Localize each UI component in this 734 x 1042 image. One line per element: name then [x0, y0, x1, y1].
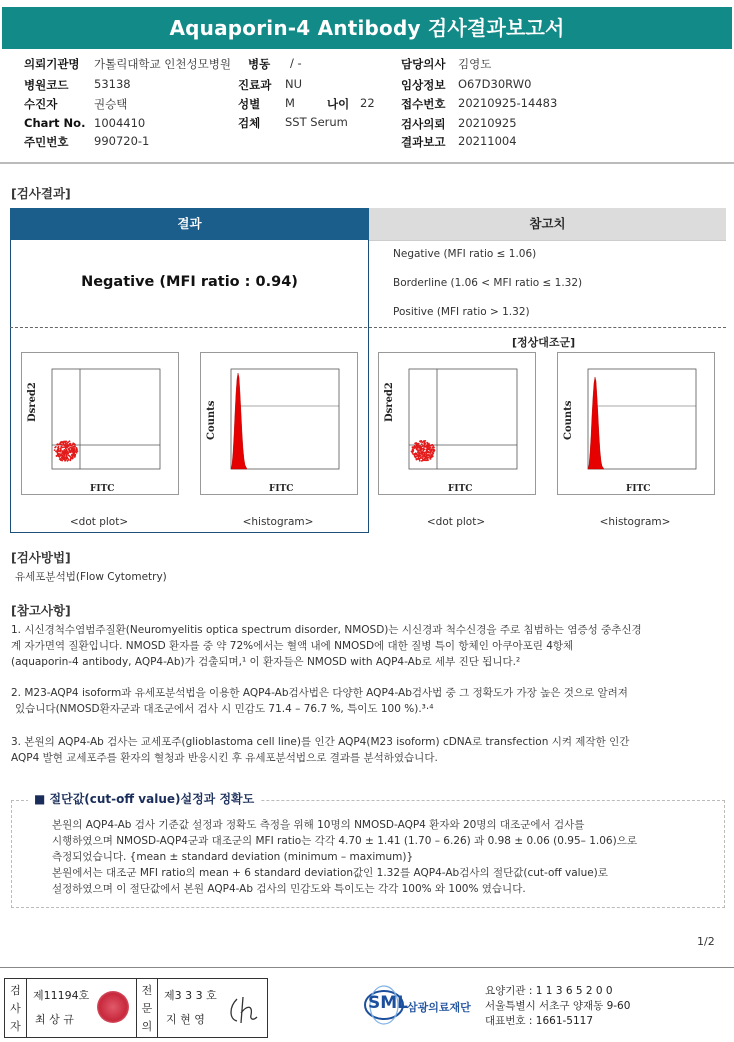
scatter-point — [63, 458, 65, 460]
divider — [0, 162, 734, 164]
scatter-point — [73, 448, 75, 450]
scatter-point — [74, 455, 76, 457]
examinee-label: 수진자 — [24, 97, 58, 111]
scatter-point — [65, 457, 67, 459]
notes-heading: [참고사항] — [11, 603, 71, 618]
scatter-point — [422, 448, 424, 450]
scatter-point — [422, 456, 424, 458]
histogram-caption: <histogram> — [599, 516, 671, 528]
dot-plot-caption: <dot plot> — [426, 516, 486, 528]
scatter-point — [421, 443, 423, 445]
ref-borderline: Borderline (1.06 < MFI ratio ≤ 1.32) — [393, 277, 583, 289]
specimen-value: SST Serum — [285, 115, 348, 129]
scatter-point — [57, 444, 59, 446]
scatter-point — [72, 444, 74, 446]
specialist-name: 지 현 영 — [166, 1013, 205, 1026]
scatter-point — [63, 456, 65, 458]
scatter-point — [417, 458, 419, 460]
scatter-point — [432, 447, 434, 449]
scatter-point — [421, 454, 423, 456]
request-value: 20210925 — [458, 116, 517, 130]
tester-name: 최 상 규 — [35, 1013, 74, 1026]
scatter-point — [76, 449, 78, 451]
scatter-point — [67, 450, 69, 452]
scatter-point — [63, 444, 65, 446]
chart-label: Chart No. — [24, 116, 86, 130]
scatter-point — [418, 457, 420, 459]
scatter-point — [59, 451, 61, 453]
age-label: 나이 — [327, 97, 350, 111]
scatter-point — [432, 456, 434, 458]
note-2 — [11, 685, 628, 717]
scatter-point — [424, 446, 426, 448]
scatter-point — [413, 449, 415, 451]
scatter-cluster — [411, 440, 436, 462]
scatter-point — [65, 458, 67, 460]
scatter-point — [427, 452, 429, 454]
report-title: Aquaporin-4 Antibody 검사결과보고서 — [2, 7, 732, 49]
hospital-code-value: 53138 — [94, 77, 131, 91]
note-line: (aquaporin-4 antibody, AQP4-Ab)가 검출되며,¹ 이 환자들은 NMOSD with AQP4-Ab로 세부 진단 됩니다.² — [11, 656, 521, 668]
scatter-point — [58, 446, 60, 448]
scatter-point — [63, 453, 65, 455]
method-heading: [검사방법] — [11, 550, 71, 565]
scatter-point — [416, 454, 418, 456]
note-line: 있습니다(NMOSD환자군과 대조군에서 검사 시 민감도 71.4 – 76.7 %, 특이도 100 %).³·⁴ — [15, 703, 434, 715]
histogram-graphic — [558, 353, 714, 494]
result-heading: [검사결과] — [11, 186, 71, 201]
note-line: 1. 시신경척수염범주질환(Neuromyelitis optica spectrum disorder, NMOSD)는 시신경과 척수신경을 주로 침범하는 염증성 중추신경 — [11, 624, 642, 636]
scatter-point — [422, 445, 424, 447]
note-line: 계 자가면역 질환입니다. NMOSD 환자를 중 약 72%에서는 혈액 내에 NMOSD에 대한 질병 특이 항체인 아쿠아포린 4항체 — [11, 640, 574, 652]
dot-xlabel: FITC — [448, 484, 473, 494]
scatter-point — [72, 456, 74, 458]
signature-icon — [223, 989, 267, 1029]
scatter-point — [55, 446, 57, 448]
dot-plot-caption: <dot plot> — [69, 516, 129, 528]
ref-negative: Negative (MFI ratio ≤ 1.06) — [393, 248, 537, 260]
scatter-point — [61, 460, 63, 462]
scatter-point — [56, 455, 58, 457]
scatter-point — [60, 442, 62, 444]
scatter-point — [432, 449, 434, 451]
histogram-graphic — [201, 353, 357, 494]
scatter-point — [57, 454, 59, 456]
institution-row — [24, 56, 80, 72]
ref-positive: Positive (MFI ratio > 1.32) — [393, 306, 530, 318]
result-value: Negative (MFI ratio : 0.94) — [81, 274, 298, 290]
dept-value: NU — [285, 77, 303, 91]
note-3 — [11, 734, 629, 766]
rrn-value: 990720-1 — [94, 134, 150, 148]
dot-plot-patient — [21, 352, 179, 495]
ward-value: / - — [290, 56, 302, 70]
result-header: 결과 — [10, 208, 369, 240]
cutoff-title: ■ 절단값(cut-off value)설정과 정확도 — [28, 790, 260, 807]
institution-info — [485, 984, 630, 1029]
scatter-point — [74, 444, 76, 446]
reference-header: 참고치 — [369, 208, 726, 240]
examinee-value: 권승택 — [94, 97, 128, 111]
scatter-cluster — [54, 440, 79, 461]
scatter-point — [418, 458, 420, 460]
brand-logo-text: SML — [368, 993, 408, 1013]
scatter-point — [69, 440, 71, 442]
note-line: 3. 본원의 AQP4-Ab 검사는 교세포주(glioblastoma cell line)를 인간 AQP4(M23 isoform) cDNA로 transfection 시켜 제작한 인간 — [11, 736, 630, 748]
hist-xlabel: FITC — [626, 484, 651, 494]
note-1 — [11, 622, 642, 670]
scatter-point — [66, 442, 68, 444]
scatter-point — [67, 444, 69, 446]
method-text: 유세포분석법(Flow Cytometry) — [15, 571, 167, 583]
scatter-point — [422, 451, 424, 453]
scatter-point — [427, 443, 429, 445]
scatter-point — [59, 443, 61, 445]
scatter-point — [429, 447, 431, 449]
dot-ylabel: Dsred2 — [384, 382, 395, 422]
scatter-point — [412, 453, 414, 455]
scatter-point — [428, 455, 430, 457]
scatter-point — [67, 446, 69, 448]
specimen-label: 검체 — [238, 116, 261, 130]
scatter-point — [60, 448, 62, 450]
ward-label: 병동 — [248, 57, 271, 71]
scatter-point — [71, 450, 73, 452]
dot-plot-control — [378, 352, 536, 495]
scatter-point — [68, 448, 70, 450]
scatter-point — [428, 444, 430, 446]
scatter-point — [59, 458, 61, 460]
scatter-point — [420, 440, 422, 442]
scatter-point — [70, 459, 72, 461]
scatter-point — [68, 459, 70, 461]
cutoff-line: 본원의 AQP4-Ab 검사 기준값 설정과 정확도 측정을 위해 10명의 NMOSD-AQP4 환자와 20명의 대조군에서 검사를 — [52, 819, 585, 831]
age-value: 22 — [360, 96, 375, 110]
dot-plot-graphic — [379, 353, 535, 494]
tester-seal-icon — [97, 991, 129, 1023]
scatter-point — [71, 447, 73, 449]
scatter-point — [416, 443, 418, 445]
report-date-value: 20211004 — [458, 134, 517, 148]
control-label: [정상대조군] — [512, 336, 576, 349]
hist-ylabel: Counts — [206, 400, 217, 440]
scatter-point — [55, 451, 57, 453]
scatter-point — [75, 451, 77, 453]
scatter-point — [417, 450, 419, 452]
note-line: 2. M23-AQP4 isoform과 유세포분석법을 이용한 AQP4-Ab검사법은 다양한 AQP4-Ab검사법 중 그 정확도가 가장 높은 것으로 알려져 — [11, 687, 628, 699]
scatter-point — [62, 450, 64, 452]
scatter-point — [420, 446, 422, 448]
dashed-divider — [10, 327, 726, 328]
scatter-point — [68, 455, 70, 457]
scatter-point — [73, 450, 75, 452]
cutoff-line: 설정하였으며 이 절단값에서 본원 AQP4-Ab 검사의 민감도와 특이도는 각각 100% 와 100% 였습니다. — [52, 883, 526, 895]
specialist-license: 제3 3 3 호 — [164, 989, 217, 1002]
brand-name: 삼광의료재단 — [407, 1001, 471, 1014]
report-date-label: 결과보고 — [401, 135, 446, 149]
scatter-point — [431, 444, 433, 446]
scatter-point — [69, 450, 71, 452]
cutoff-line: 시행하였으며 NMOSD-AQP4군과 대조군의 MFI ratio는 각각 4.70 ± 1.41 (1.70 – 6.26) 과 0.98 ± 0.06 (0.95– 1.06)으로 — [52, 835, 637, 847]
tester-license: 제11194호 — [33, 989, 90, 1002]
dot-ylabel: Dsred2 — [27, 382, 38, 422]
scatter-point — [423, 440, 425, 442]
scatter-point — [427, 459, 429, 461]
receipt-label: 접수번호 — [401, 97, 446, 111]
scatter-point — [415, 456, 417, 458]
scatter-point — [411, 451, 413, 453]
request-label: 검사의뢰 — [401, 117, 446, 131]
provider-code: 요양기관 : 1 1 3 6 5 2 0 0 — [485, 985, 613, 997]
address: 서울특별시 서초구 양재동 9-60 — [485, 1000, 631, 1012]
histogram-patient — [200, 352, 358, 495]
histogram-control — [557, 352, 715, 495]
scatter-point — [58, 448, 60, 450]
sex-label: 성별 — [238, 97, 261, 111]
scatter-point — [425, 456, 427, 458]
scatter-point — [413, 446, 415, 448]
institution-value: 가톨릭대학교 인천성모병원 — [94, 57, 231, 71]
scatter-point — [429, 456, 431, 458]
scatter-point — [430, 453, 432, 455]
dept-label: 진료과 — [238, 78, 272, 92]
histogram-caption: <histogram> — [242, 516, 314, 528]
scatter-point — [70, 445, 72, 447]
scatter-point — [63, 449, 65, 451]
scatter-point — [54, 449, 56, 451]
page-number: 1/2 — [697, 935, 715, 948]
sex-value: M — [285, 96, 295, 110]
chart-value: 1004410 — [94, 116, 146, 130]
scatter-point — [62, 442, 64, 444]
phone: 대표번호 : 1661-5117 — [485, 1015, 594, 1027]
scatter-point — [65, 441, 67, 443]
scatter-point — [426, 449, 428, 451]
scatter-point — [429, 449, 431, 451]
clinical-value: O67D30RW0 — [458, 77, 532, 91]
scatter-point — [423, 459, 425, 461]
cutoff-body — [52, 817, 712, 897]
scatter-point — [418, 453, 420, 455]
divider — [369, 240, 726, 241]
footer-divider — [0, 967, 734, 968]
dot-xlabel: FITC — [90, 484, 115, 494]
scatter-point — [58, 455, 60, 457]
rrn-label: 주민번호 — [24, 135, 69, 149]
hospital-code-label: 병원코드 — [24, 78, 69, 92]
hist-ylabel: Counts — [563, 400, 574, 440]
doctor-value: 김영도 — [458, 57, 492, 71]
hist-xlabel: FITC — [269, 484, 294, 494]
scatter-point — [424, 443, 426, 445]
dot-plot-graphic — [22, 353, 178, 494]
clinical-label: 임상정보 — [401, 78, 446, 92]
signature-box — [4, 978, 268, 1038]
scatter-point — [416, 445, 418, 447]
tester-label: 검사자 — [5, 979, 27, 1037]
scatter-point — [69, 443, 71, 445]
scatter-point — [60, 446, 62, 448]
scatter-point — [421, 460, 423, 462]
scatter-point — [71, 454, 73, 456]
specialist-label: 전문의 — [136, 979, 158, 1037]
cutoff-line: 측정되었습니다. {mean ± standard deviation (minimum – maximum)} — [52, 851, 414, 863]
cutoff-line: 본원에서는 대조군 MFI ratio의 mean + 6 standard deviation값인 1.32를 AQP4-Ab검사의 절단값(cut-off value)로 — [52, 867, 608, 879]
scatter-point — [433, 451, 435, 453]
institution-label: 의뢰기관명 — [24, 57, 80, 71]
note-line: AQP4 발현 교세포주를 환자의 혈청과 반응시킨 후 유세포분석법으로 결과를 분석하였습니다. — [11, 752, 438, 764]
receipt-value: 20210925-14483 — [458, 96, 558, 110]
scatter-point — [67, 452, 69, 454]
doctor-label: 담당의사 — [401, 57, 446, 71]
scatter-point — [60, 454, 62, 456]
scatter-point — [426, 453, 428, 455]
